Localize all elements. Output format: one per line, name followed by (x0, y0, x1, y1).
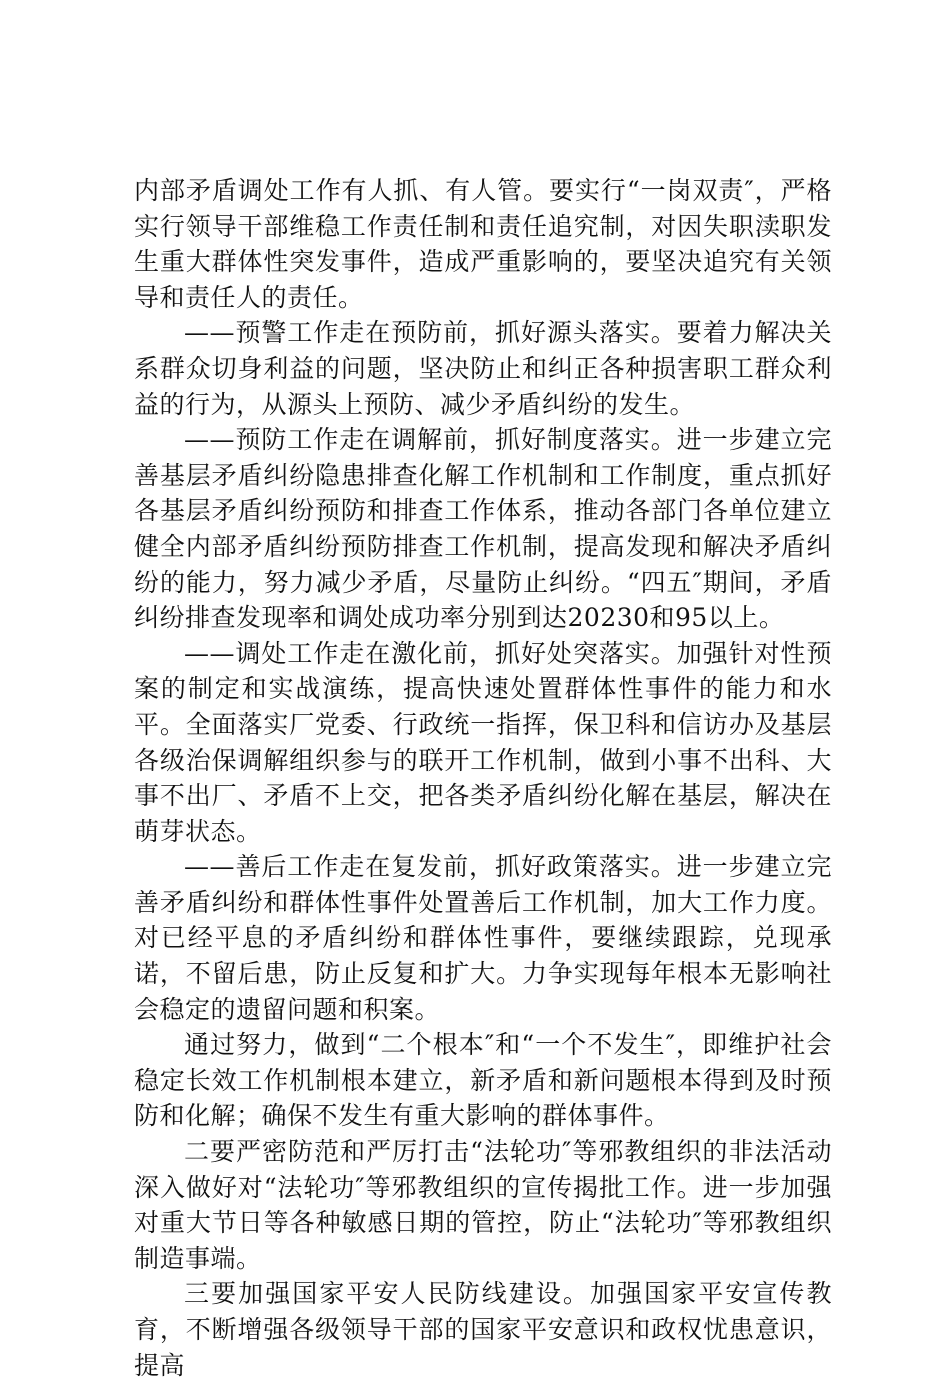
paragraph-8: 三要加强国家平安人民防线建设。加强国家平安宣传教育，不断增强各级领导干部的国家平安意识和政权忧患意识，提高 (134, 1279, 832, 1380)
paragraph-3: ——预防工作走在调解前，抓好制度落实。进一步建立完善基层矛盾纠纷隐患排查化解工作机制和工作制度，重点抓好各基层矛盾纠纷预防和排查工作体系，推动各部门各单位建立健全内部矛盾纠纷预防排查工作机制，提高发现和解决矛盾纠纷的能力，努力减少矛盾，尽量防止纠纷。“四五″期间，矛盾纠纷排查发现率和调处成功率分别到达20230和95以上。 (134, 425, 832, 633)
paragraph-4: ——调处工作走在激化前，抓好处突落实。加强针对性预案的制定和实战演练，提高快速处置群体性事件的能力和水平。全面落实厂党委、行政统一指挥，保卫科和信访办及基层各级治保调解组织参与的联开工作机制，做到小事不出科、大事不出厂、矛盾不上交，把各类矛盾纠纷化解在基层，解决在萌芽状态。 (134, 638, 832, 846)
paragraph-7: 二要严密防范和严厉打击“法轮功″等邪教组织的非法活动深入做好对“法轮功″等邪教组织的宣传揭批工作。进一步加强对重大节日等各种敏感日期的管控，防止“法轮功″等邪教组织制造事端。 (134, 1137, 832, 1273)
paragraph-6: 通过努力，做到“二个根本″和“一个不发生″，即维护社会稳定长效工作机制根本建立，新矛盾和新问题根本得到及时预防和化解；确保不发生有重大影响的群体事件。 (134, 1030, 832, 1131)
paragraph-2: ——预警工作走在预防前，抓好源头落实。要着力解决关系群众切身利益的问题，坚决防止和纠正各种损害职工群众利益的行为，从源头上预防、减少矛盾纠纷的发生。 (134, 318, 832, 419)
document-body (134, 173, 832, 1383)
paragraph-1: 内部矛盾调处工作有人抓、有人管。要实行“一岗双责″，严格实行领导干部维稳工作责任制和责任追究制，对因失职渎职发生重大群体性突发事件，造成严重影响的，要坚决追究有关领导和责任人的责任。 (134, 176, 832, 312)
paragraph-5: ——善后工作走在复发前，抓好政策落实。进一步建立完善矛盾纠纷和群体性事件处置善后工作机制，加大工作力度。对已经平息的矛盾纠纷和群体性事件，要继续跟踪，兑现承诺，不留后患，防止反复和扩大。力争实现每年根本无影响社会稳定的遗留问题和积案。 (134, 852, 832, 1024)
